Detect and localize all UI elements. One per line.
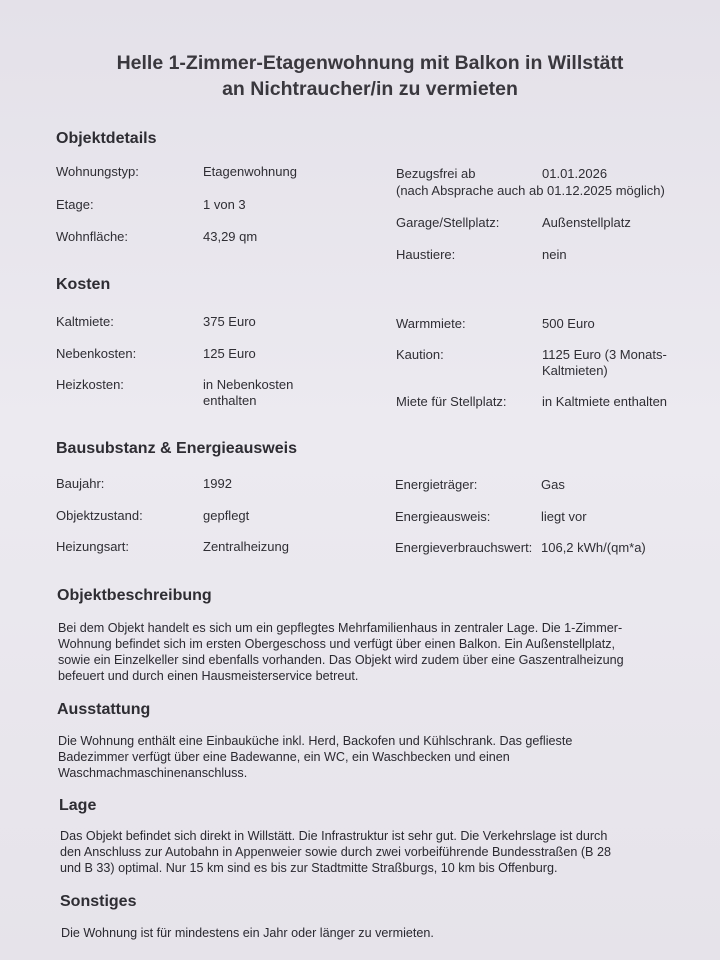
value-energietraeger: Gas [541, 477, 565, 492]
label-wohnungstyp: Wohnungstyp: [56, 164, 139, 179]
paragraph-line: befeuert und durch einen Hausmeisterservice betreut. [58, 669, 359, 683]
value-heizkosten-line-2: enthalten [203, 393, 257, 408]
value-warmmiete: 500 Euro [542, 316, 595, 331]
label-baujahr: Baujahr: [56, 476, 105, 491]
paragraph-line: Badezimmer verfügt über eine Badewanne, ein WC, ein Waschbecken und einen [58, 750, 510, 764]
label-garage: Garage/Stellplatz: [396, 215, 500, 230]
label-nebenkosten: Nebenkosten: [56, 346, 137, 361]
value-kaltmiete: 375 Euro [203, 314, 256, 329]
section-heading-kosten: Kosten [56, 276, 111, 293]
paragraph-ausstattung [58, 733, 698, 781]
value-stellplatz: in Kaltmiete enthalten [542, 394, 668, 409]
label-warmmiete: Warmmiete: [396, 316, 466, 331]
label-energieverbrauch: Energieverbrauchswert: [395, 540, 533, 555]
label-stellplatz: Miete für Stellplatz: [396, 394, 507, 409]
value-wohnungstyp: Etagenwohnung [203, 164, 297, 179]
page-title-line-2: an Nichtraucher/in zu vermieten [222, 78, 518, 100]
label-energieausweis: Energieausweis: [395, 509, 491, 524]
value-garage: Außenstellplatz [542, 215, 631, 230]
label-objektzustand: Objektzustand: [56, 508, 143, 523]
note-bezugsfrei: (nach Absprache auch ab 01.12.2025 möglich) [396, 183, 665, 198]
label-kaltmiete: Kaltmiete: [56, 314, 114, 329]
value-heizkosten-line-1: in Nebenkosten [203, 377, 294, 392]
value-wohnflaeche: 43,29 qm [203, 229, 258, 244]
value-kaution-line-2: Kaltmieten) [542, 363, 608, 378]
paragraph-line: und B 33) optimal. Nur 15 km sind es bis zur Stadtmitte Straßburgs, 10 km bis Offenburg. [60, 861, 558, 875]
page-title-line-1: Helle 1-Zimmer-Etagenwohnung mit Balkon in Willstätt [116, 52, 624, 74]
paragraph-line: Bei dem Objekt handelt es sich um ein gepflegtes Mehrfamilienhaus in zentraler Lage. Die 1-Zimmer- [58, 621, 623, 635]
paragraph-line: Die Wohnung enthält eine Einbauküche inkl. Herd, Backofen und Kühlschrank. Das geflieste [58, 734, 573, 748]
value-kaution-line-1: 1125 Euro (3 Monats- [542, 347, 667, 362]
value-energieausweis: liegt vor [541, 509, 587, 524]
value-heizungsart: Zentralheizung [203, 539, 289, 554]
paragraph-line: Das Objekt befindet sich direkt in Willstätt. Die Infrastruktur ist sehr gut. Die Verkehrslage ist durch [60, 829, 608, 843]
label-bezugsfrei: Bezugsfrei ab [396, 166, 476, 181]
section-heading-lage: Lage [59, 797, 97, 814]
paragraph-line: den Anschluss zur Autobahn in Appenweier sowie durch zwei vorbeiführende Bundesstraßen (B 28 [60, 845, 611, 859]
value-etage: 1 von 3 [203, 197, 246, 212]
paragraph-lage [60, 828, 700, 876]
value-nebenkosten: 125 Euro [203, 346, 256, 361]
label-heizungsart: Heizungsart: [56, 539, 129, 554]
value-haustiere: nein [542, 247, 567, 262]
section-heading-objektbeschreibung: Objektbeschreibung [57, 587, 212, 604]
label-etage: Etage: [56, 197, 94, 212]
section-heading-ausstattung: Ausstattung [57, 701, 151, 718]
paragraph-sonstiges [61, 925, 701, 941]
paragraph-objektbeschreibung [58, 620, 698, 684]
section-heading-bausubstanz: Bausubstanz & Energieausweis [56, 440, 297, 457]
paragraph-line: sowie ein Einzelkeller sind ebenfalls vorhanden. Das Objekt wird zudem über eine Gaszentralheizung [58, 653, 624, 667]
label-haustiere: Haustiere: [396, 247, 456, 262]
value-energieverbrauch: 106,2 kWh/(qm*a) [541, 540, 646, 555]
section-heading-objektdetails: Objektdetails [56, 130, 157, 147]
value-objektzustand: gepflegt [203, 508, 250, 523]
paragraph-line: Waschmachmaschinenanschluss. [58, 766, 248, 780]
paragraph-line: Wohnung befindet sich im ersten Obergeschoss und verfügt über einen Balkon. Ein Außenstellplatz, [58, 637, 616, 651]
section-heading-sonstiges: Sonstiges [60, 893, 137, 910]
label-energietraeger: Energieträger: [395, 477, 478, 492]
label-wohnflaeche: Wohnfläche: [56, 229, 129, 244]
label-kaution: Kaution: [396, 347, 444, 362]
paragraph-line: Die Wohnung ist für mindestens ein Jahr oder länger zu vermieten. [61, 926, 434, 940]
label-heizkosten: Heizkosten: [56, 377, 124, 392]
value-bezugsfrei: 01.01.2026 [542, 166, 608, 181]
value-baujahr: 1992 [203, 476, 232, 491]
